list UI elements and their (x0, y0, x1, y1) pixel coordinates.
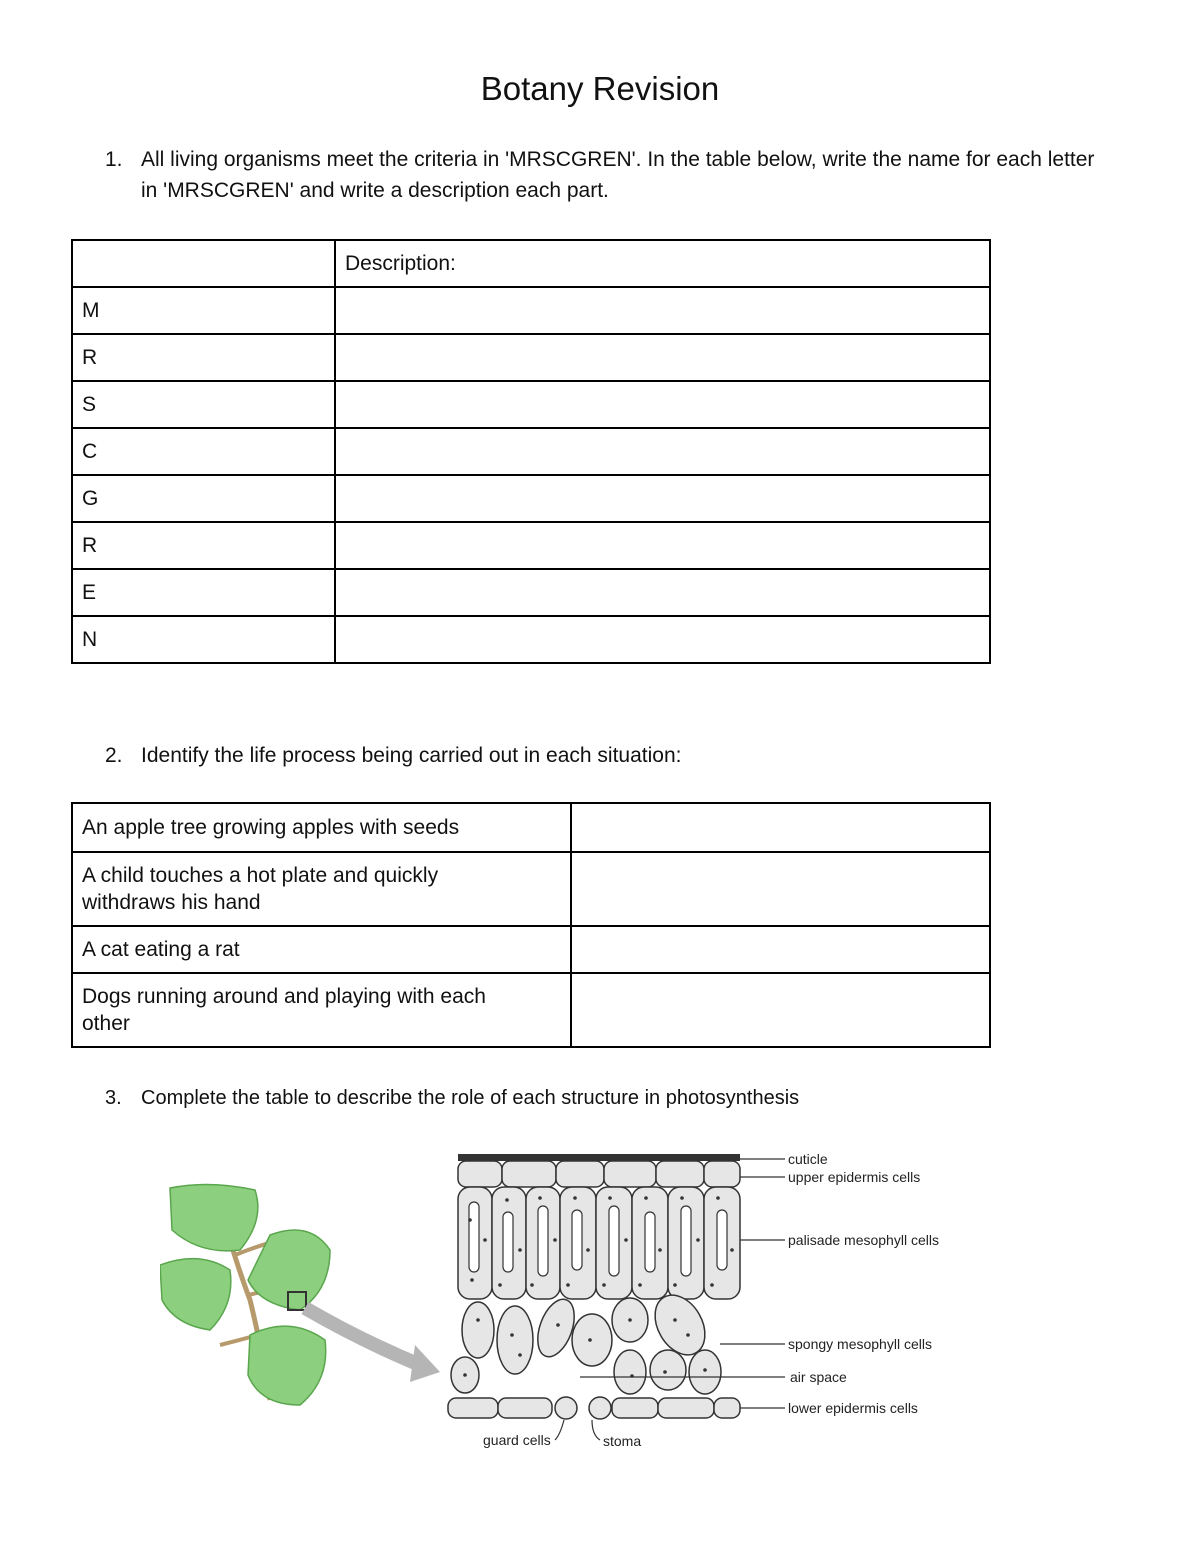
table-row (72, 926, 990, 973)
label-stoma: stoma (603, 1433, 642, 1449)
label-spongy: spongy mesophyll cells (788, 1336, 932, 1352)
situation-cell: A cat eating a rat (72, 926, 571, 973)
description-cell[interactable] (335, 475, 990, 522)
letter-cell: C (72, 428, 335, 475)
mrscgren-table (71, 239, 991, 664)
question-number: 3. (105, 1087, 122, 1109)
table-header-cell: Description: (335, 240, 990, 287)
label-cuticle: cuticle (788, 1151, 828, 1167)
question-text: Identify the life process being carried out in each situation: (141, 744, 682, 767)
description-cell[interactable] (335, 381, 990, 428)
description-cell[interactable] (335, 616, 990, 663)
letter-cell: M (72, 287, 335, 334)
letter-cell: N (72, 616, 335, 663)
table-row (72, 381, 990, 428)
table-row (72, 973, 990, 1047)
question-text: All living organisms meet the criteria in 'MRSCGREN'. In the table below, write the name for each letter in 'MRSCGREN' and write a description each part. (141, 148, 1095, 202)
description-cell[interactable] (335, 569, 990, 616)
situation-cell: A child touches a hot plate and quickly withdraws his hand (72, 852, 571, 926)
letter-cell: G (72, 475, 335, 522)
question-3 (105, 1083, 1105, 1114)
question-1 (105, 144, 1105, 206)
label-lower-epidermis: lower epidermis cells (788, 1400, 918, 1416)
page-title: Botany Revision (480, 70, 720, 107)
table-header-cell (72, 240, 335, 287)
question-number: 1. (105, 148, 123, 171)
leaf-branch-icon (160, 1184, 440, 1405)
answer-cell[interactable] (571, 852, 990, 926)
letter-cell: S (72, 381, 335, 428)
description-cell[interactable] (335, 428, 990, 475)
table-row (72, 616, 990, 663)
table-row (72, 522, 990, 569)
situation-cell: An apple tree growing apples with seeds (72, 803, 571, 852)
question-number: 2. (105, 744, 123, 767)
answer-cell[interactable] (571, 803, 990, 852)
life-process-table (71, 802, 991, 1048)
table-row (72, 287, 990, 334)
letter-cell: R (72, 522, 335, 569)
label-air-space: air space (790, 1369, 847, 1385)
description-cell[interactable] (335, 287, 990, 334)
leaf-cross-section (448, 1154, 785, 1440)
table-header-row (72, 240, 990, 287)
question-2 (105, 740, 1105, 771)
label-guard-cells: guard cells (483, 1432, 551, 1448)
label-upper-epidermis: upper epidermis cells (788, 1169, 921, 1185)
table-row (72, 852, 990, 926)
leaf-diagram (160, 1140, 960, 1460)
table-row (72, 334, 990, 381)
table-row (72, 569, 990, 616)
description-cell[interactable] (335, 522, 990, 569)
table-row (72, 803, 990, 852)
situation-cell: Dogs running around and playing with each other (72, 973, 571, 1047)
leaf-cross-section-figure (160, 1140, 960, 1460)
answer-cell[interactable] (571, 926, 990, 973)
description-cell[interactable] (335, 334, 990, 381)
label-palisade: palisade mesophyll cells (788, 1232, 939, 1248)
answer-cell[interactable] (571, 973, 990, 1047)
question-text: Complete the table to describe the role of each structure in photosynthesis (141, 1087, 800, 1109)
letter-cell: R (72, 334, 335, 381)
table-row (72, 475, 990, 522)
letter-cell: E (72, 569, 335, 616)
table-row (72, 428, 990, 475)
